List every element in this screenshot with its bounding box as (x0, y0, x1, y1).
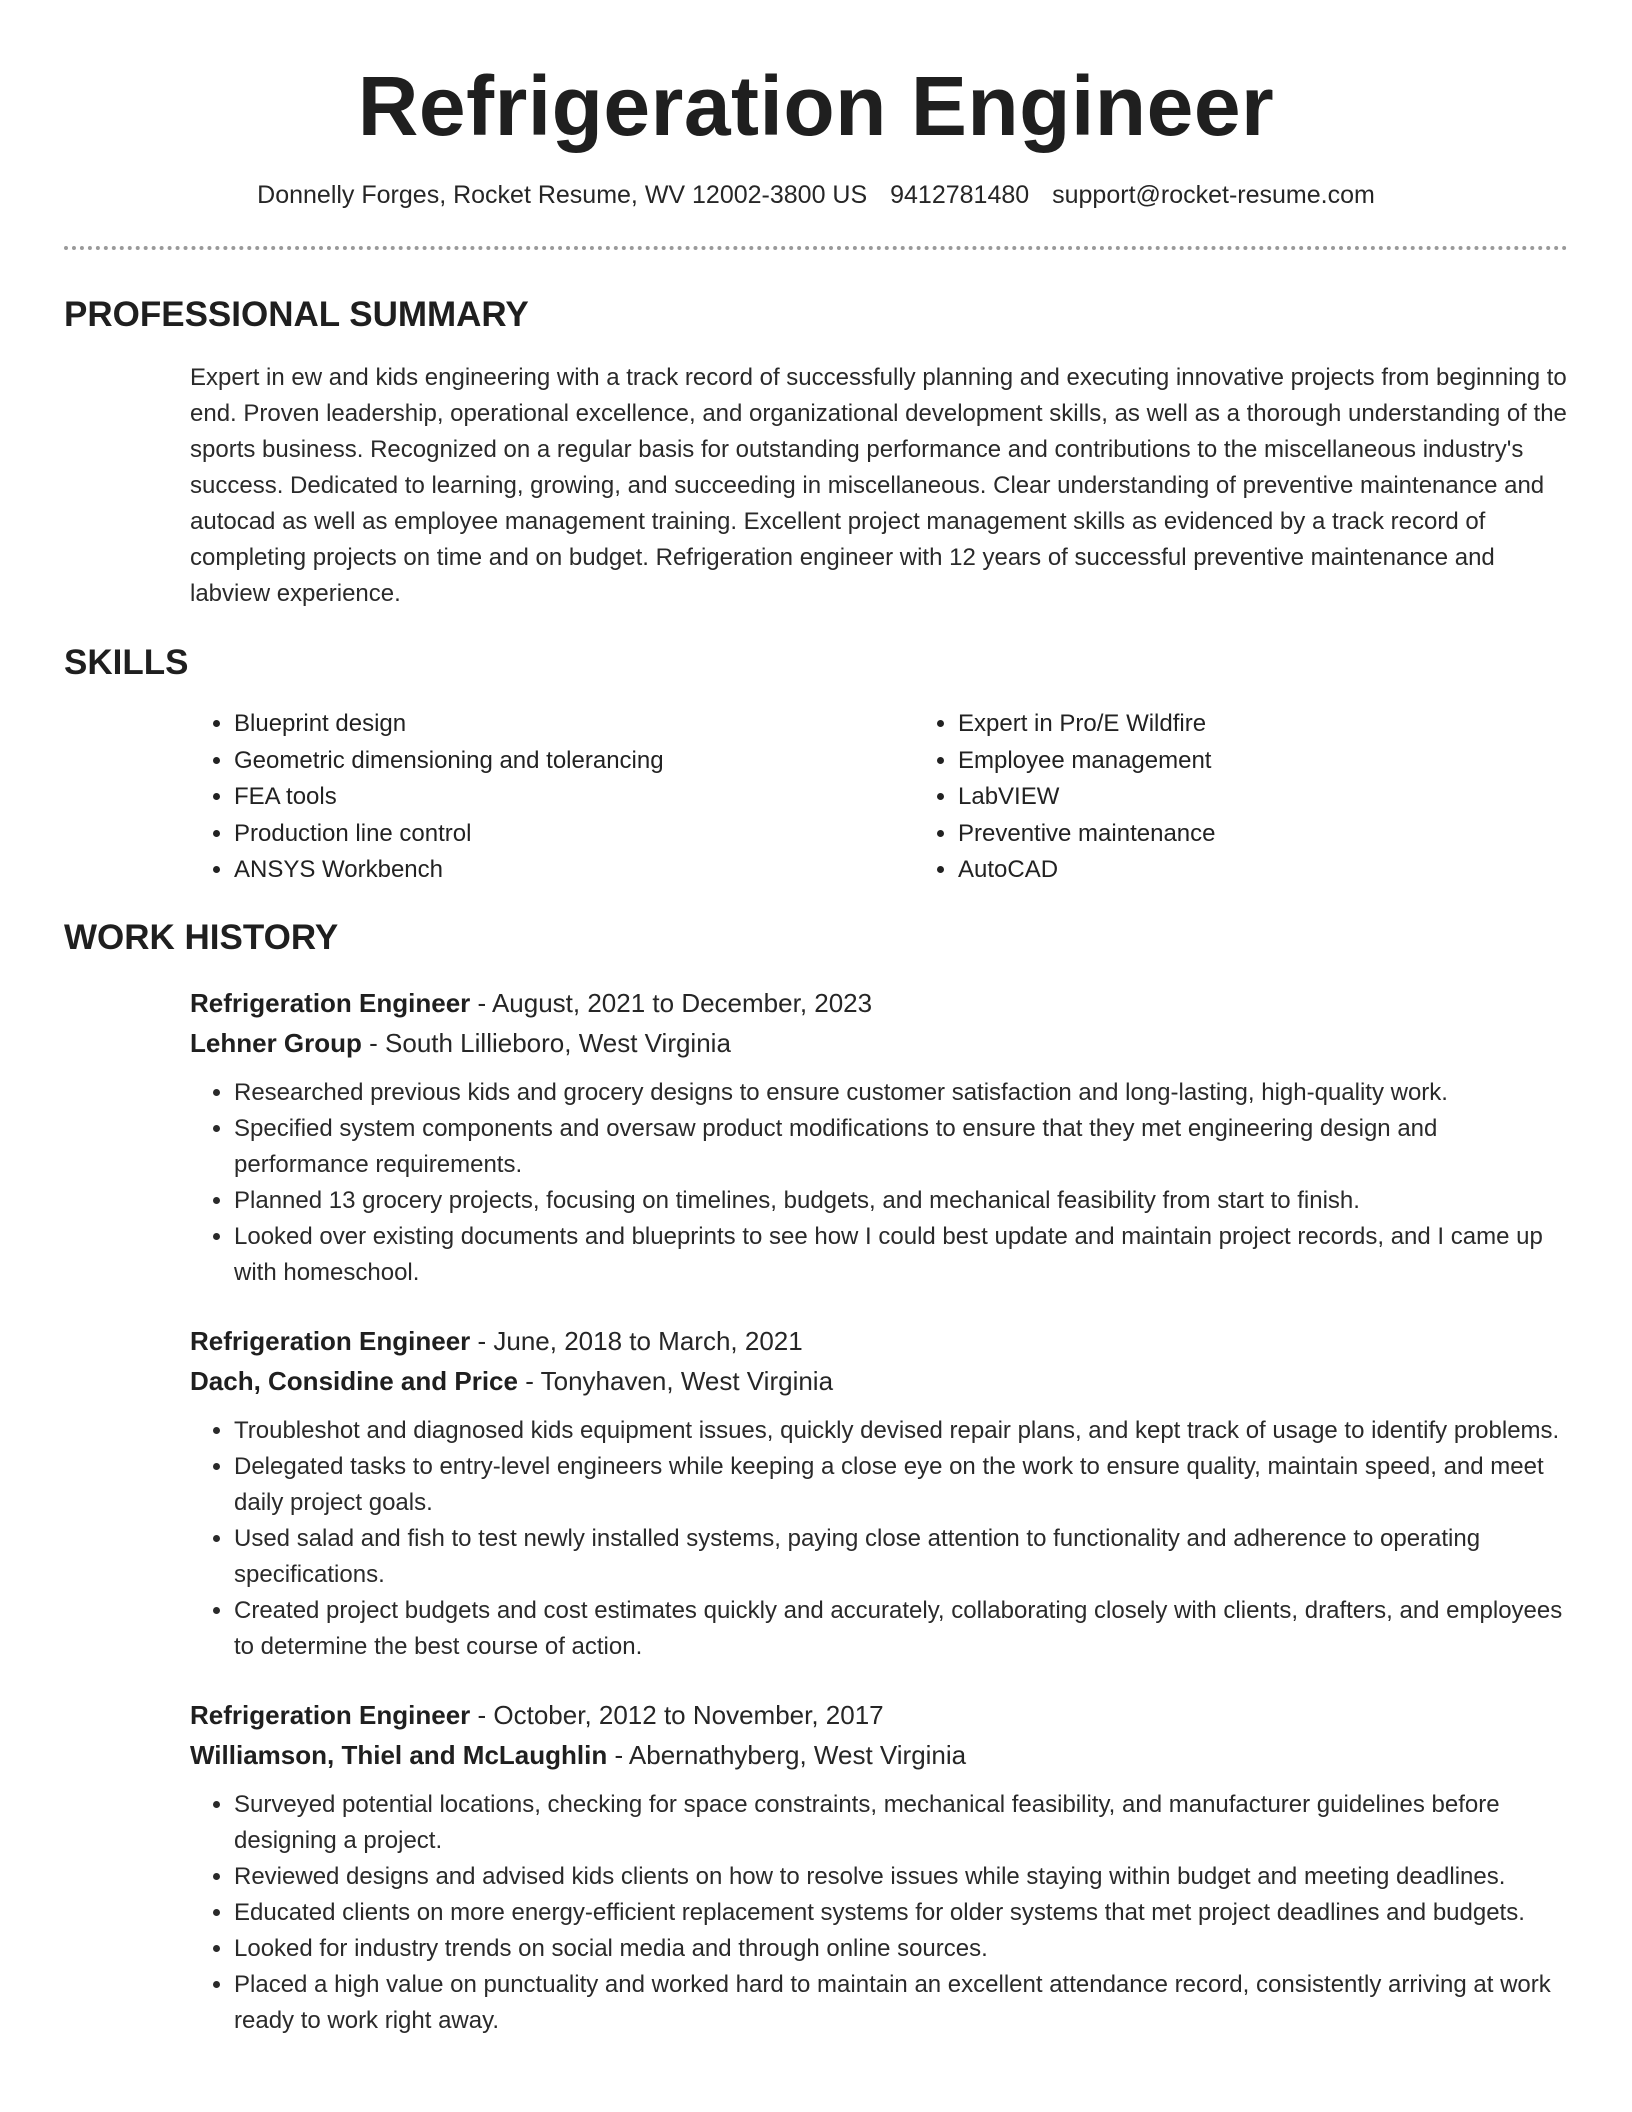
job-bullet: • Used salad and fish to test newly installed systems, paying close attention to functionality and adherence to operating specifications. (234, 1521, 1568, 1593)
job-bullets (190, 1413, 1568, 1665)
job-location: - Tonyhaven, West Virginia (517, 1365, 834, 1396)
job-bullet: • Reviewed designs and advised kids clients on how to resolve issues while staying within budget and meeting deadlines. (234, 1859, 1568, 1895)
work-history-heading: WORK HISTORY (64, 917, 339, 957)
job-bullet: • Specified system components and oversaw product modifications to ensure that they met engineering design and performance requirements. (234, 1111, 1568, 1183)
job-bullet: • Researched previous kids and grocery designs to ensure customer satisfaction and long-lasting, high-quality work. (234, 1075, 1568, 1111)
job-bullet: • Troubleshot and diagnosed kids equipment issues, quickly devised repair plans, and kept track of usage to identify problems. (234, 1413, 1568, 1449)
job-bullet: • Looked over existing documents and blueprints to see how I could best update and maintain project records, and I came up with homeschool. (234, 1219, 1568, 1291)
summary-heading: PROFESSIONAL SUMMARY (64, 295, 529, 334)
skill-item: • FEA tools (234, 779, 914, 816)
job-entry (190, 983, 1568, 1291)
skill-item: • Employee management (958, 743, 1568, 780)
job-title-line (190, 983, 1568, 1023)
job-dates: - August, 2021 to December, 2023 (470, 987, 873, 1018)
skill-item: • Preventive maintenance (958, 816, 1568, 853)
resume-name: Refrigeration Engineer (357, 59, 1275, 153)
contact-phone: 9412781480 (890, 181, 1030, 209)
job-bullet: • Planned 13 grocery projects, focusing on timelines, budgets, and mechanical feasibility from start to finish. (234, 1183, 1568, 1219)
job-bullet: • Created project budgets and cost estimates quickly and accurately, collaborating closely with clients, drafters, and employees to determine the best course of action. (234, 1593, 1568, 1665)
header-divider (64, 246, 1568, 250)
skills-heading: SKILLS (64, 643, 189, 682)
job-role: Refrigeration Engineer (190, 1325, 471, 1356)
skill-item: • Geometric dimensioning and tolerancing (234, 743, 914, 780)
job-role: Refrigeration Engineer (190, 1699, 471, 1730)
job-dates: - October, 2012 to November, 2017 (470, 1699, 884, 1730)
job-bullet: • Surveyed potential locations, checking for space constraints, mechanical feasibility, and manufacturer guidelines before designing a project. (234, 1787, 1568, 1859)
skills-column-2 (914, 706, 1568, 889)
skills-list (190, 706, 1568, 889)
job-bullet: • Educated clients on more energy-efficient replacement systems for older systems that met project deadlines and budgets. (234, 1895, 1568, 1931)
skill-item: • ANSYS Workbench (234, 852, 914, 889)
job-bullets (190, 1787, 1568, 2039)
job-bullet: • Delegated tasks to entry-level engineers while keeping a close eye on the work to ensure quality, maintain speed, and meet daily project goals. (234, 1449, 1568, 1521)
contact-address: Donnelly Forges, Rocket Resume, WV 12002-3800 US (257, 181, 868, 209)
job-bullet: • Looked for industry trends on social media and through online sources. (234, 1931, 1568, 1967)
job-company-line (190, 1023, 1568, 1063)
job-company: Lehner Group (190, 1027, 362, 1058)
job-company-line (190, 1735, 1568, 1775)
job-bullets (190, 1075, 1568, 1291)
skill-item: • Expert in Pro/E Wildfire (958, 706, 1568, 743)
summary-text: Expert in ew and kids engineering with a track record of successfully planning and executing innovative projects from beginning to end. Proven leadership, operational excellence, and organizational development skills, as well as a thorough understanding of the sports business. Recognized on a regular basis for outstanding performance and contributions to the miscellaneous industry's success. Dedicated to learning, growing, and succeeding in miscellaneous. Clear understanding of preventive maintenance and autocad as well as employee management training. Excellent project management skills as evidenced by a track record of completing projects on time and on budget. Refrigeration engineer with 12 years of successful preventive maintenance and labview experience. (190, 364, 1567, 607)
skill-item: • Blueprint design (234, 706, 914, 743)
skill-item: • LabVIEW (958, 779, 1568, 816)
job-title-line (190, 1695, 1568, 1735)
job-role: Refrigeration Engineer (190, 987, 471, 1018)
job-dates: - June, 2018 to March, 2021 (470, 1325, 803, 1356)
job-company: Dach, Considine and Price (190, 1365, 518, 1396)
skill-item: • Production line control (234, 816, 914, 853)
job-location: - South Lillieboro, West Virginia (361, 1027, 731, 1058)
contact-line (0, 178, 1632, 212)
job-bullet: • Placed a high value on punctuality and worked hard to maintain an excellent attendance record, consistently arriving at work ready to work right away. (234, 1967, 1568, 2039)
job-entry (190, 1321, 1568, 1665)
job-company: Williamson, Thiel and McLaughlin (190, 1739, 608, 1770)
job-title-line (190, 1321, 1568, 1361)
job-company-line (190, 1361, 1568, 1401)
contact-email: support@rocket-resume.com (1052, 181, 1375, 209)
job-entry (190, 1695, 1568, 2039)
skills-column-1 (190, 706, 914, 889)
skill-item: • AutoCAD (958, 852, 1568, 889)
job-location: - Abernathyberg, West Virginia (607, 1739, 967, 1770)
